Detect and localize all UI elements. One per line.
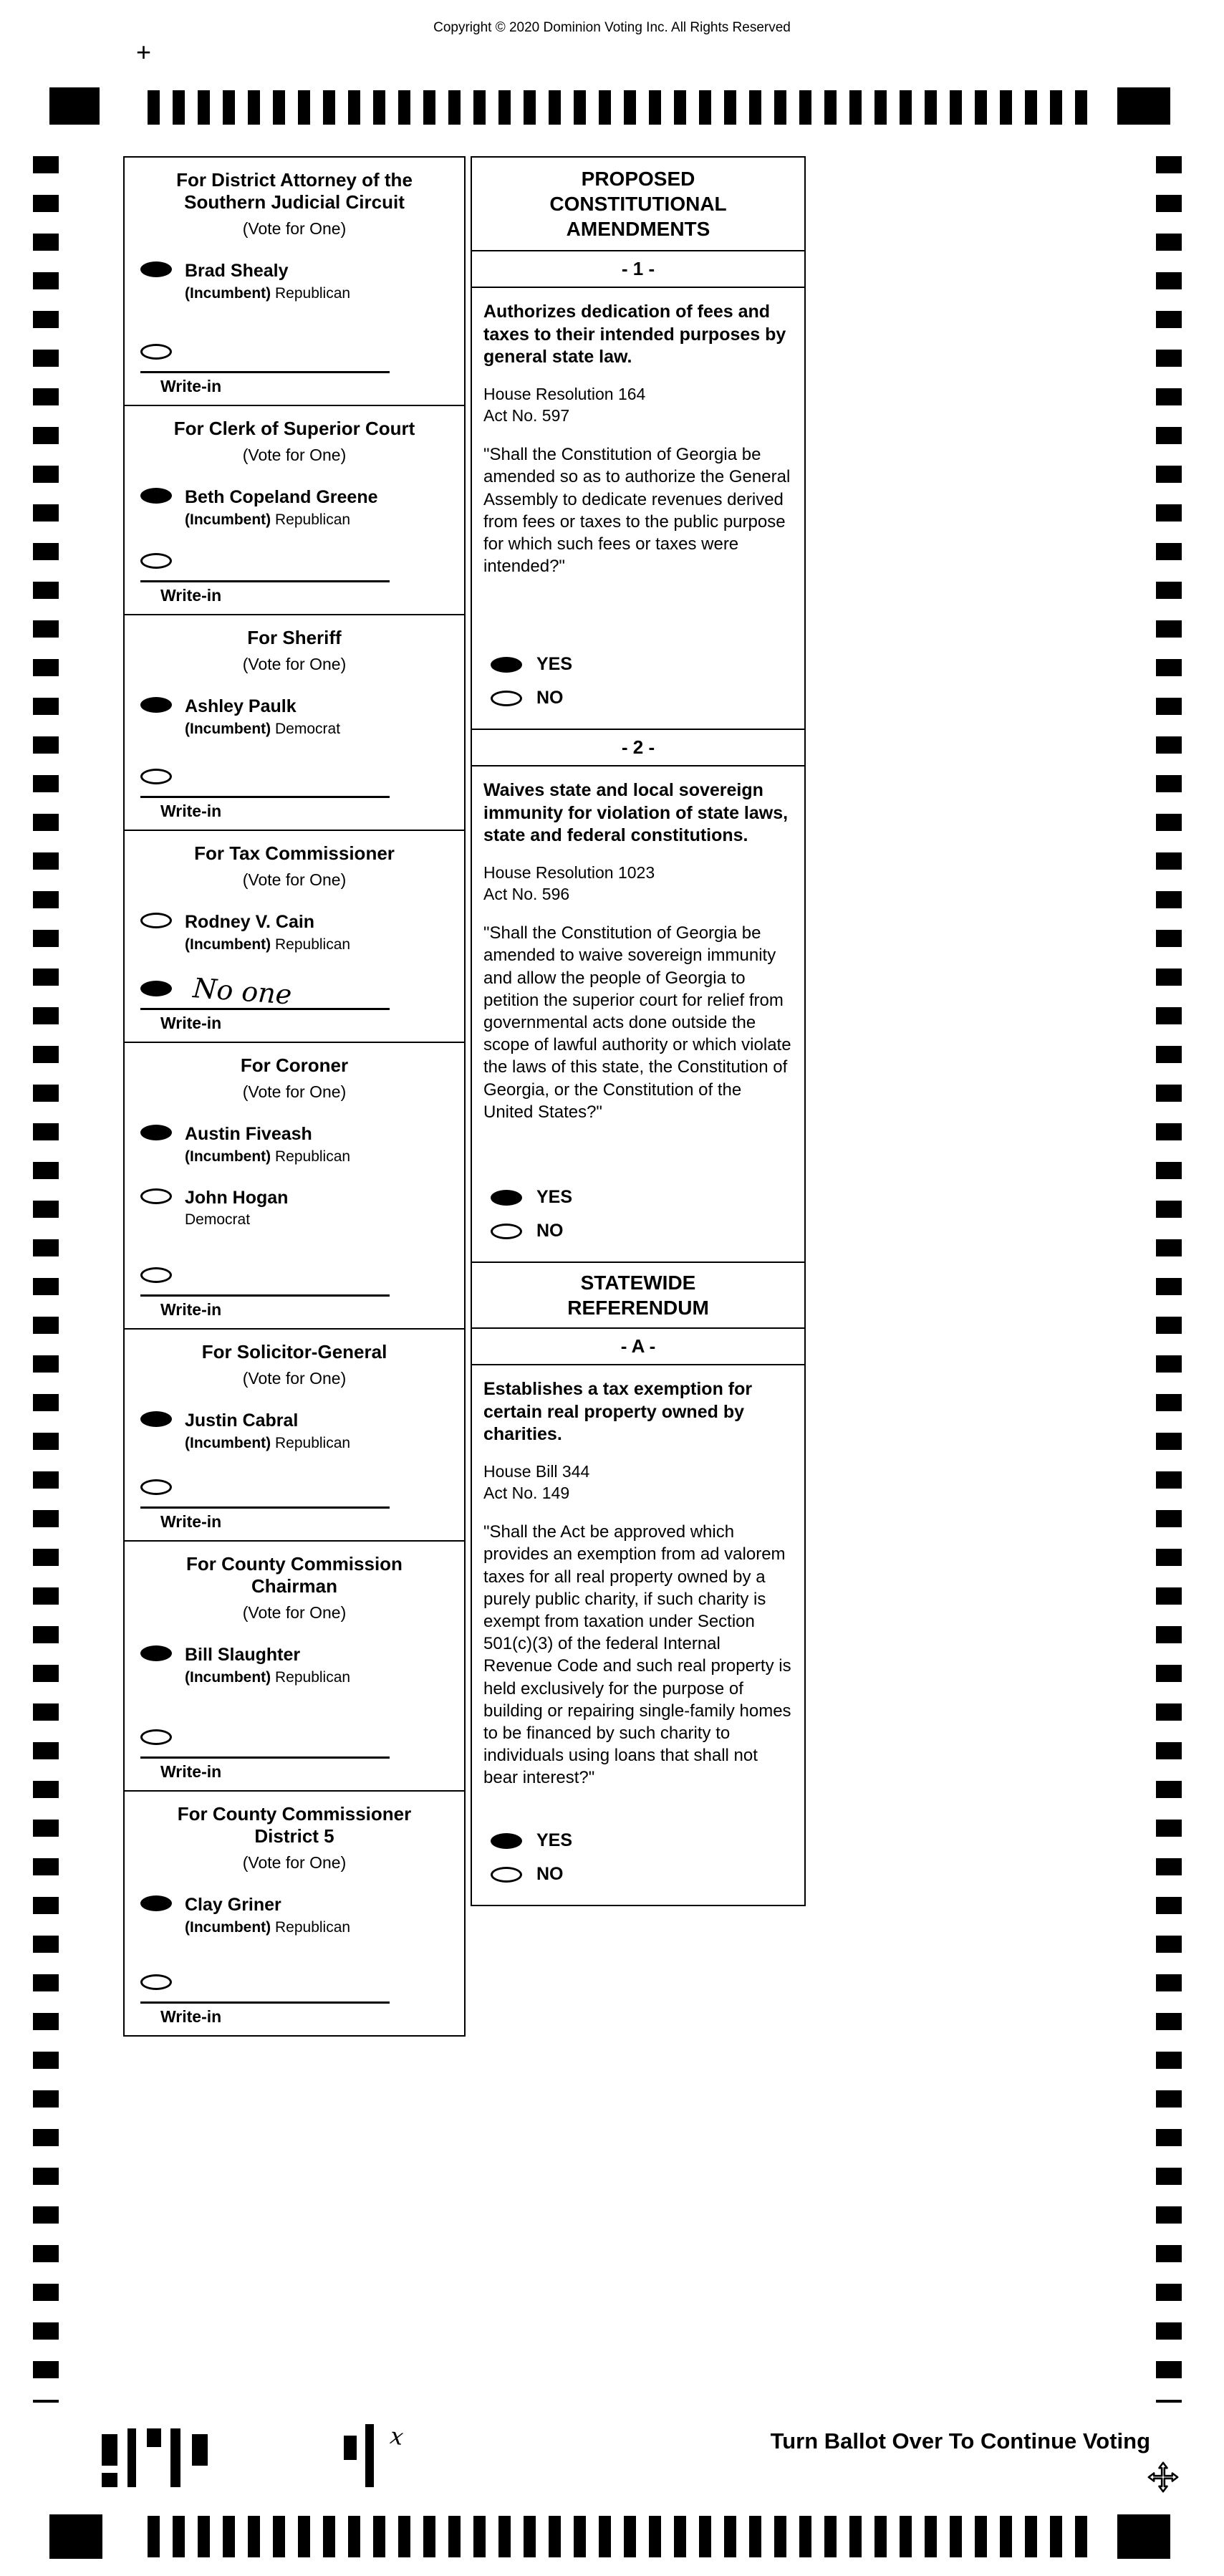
contest-coroner (123, 1042, 466, 1330)
write-in-oval[interactable] (140, 344, 172, 360)
yes-label: YES (536, 654, 573, 674)
vote-oval[interactable] (140, 1645, 172, 1661)
measure-reference (483, 383, 793, 427)
contest-tax-commissioner (123, 830, 466, 1043)
write-in-line[interactable] (140, 371, 390, 373)
yes-label: YES (536, 1187, 573, 1207)
contest-title: For Sheriff (247, 627, 342, 648)
candidate-row (125, 1125, 464, 1166)
measure-2 (471, 729, 806, 1263)
yes-choice (491, 654, 793, 675)
no-label: NO (536, 1864, 564, 1884)
measure-1 (471, 250, 806, 730)
vote-oval[interactable] (140, 261, 172, 277)
handwritten-text: No one (192, 972, 293, 1011)
candidate-detail (185, 1148, 350, 1166)
contest-county-commission-chairman (123, 1540, 466, 1792)
candidate-name: Clay Griner (185, 1895, 281, 1916)
candidate-detail (185, 1669, 350, 1686)
contest-solicitor-general (123, 1328, 466, 1542)
candidate-detail (185, 1435, 350, 1452)
candidate-qualifier: (Incumbent) (185, 1918, 271, 1936)
registration-plus-mark: + (136, 37, 152, 67)
measure-number: - 2 - (472, 730, 804, 766)
vote-instruction: (Vote for One) (242, 1853, 347, 1873)
write-in-oval[interactable] (140, 553, 172, 569)
vote-oval[interactable] (140, 1125, 172, 1140)
yes-choice (491, 1187, 793, 1208)
candidate-row (125, 913, 464, 953)
candidate-name: John Hogan (185, 1187, 289, 1208)
candidate-name: Rodney V. Cain (185, 912, 315, 933)
timing-marks-top (148, 90, 1094, 125)
write-in-label: Write-in (160, 1014, 222, 1032)
candidate-detail (185, 1211, 288, 1229)
candidate-name: Brad Shealy (185, 261, 289, 282)
yes-oval[interactable] (491, 1833, 522, 1849)
measures-column (471, 156, 806, 1906)
no-choice (491, 1864, 793, 1885)
write-in-oval[interactable] (140, 769, 172, 784)
contest-title: For Clerk of Superior Court (173, 418, 415, 439)
candidate-party: Republican (275, 511, 351, 528)
measure-reference-line: House Bill 344 (483, 1461, 590, 1481)
yes-choice (491, 1830, 793, 1851)
contest-sheriff (123, 614, 466, 831)
write-in-label: Write-in (160, 377, 222, 395)
measure-a (471, 1327, 806, 1906)
candidate-name: Bill Slaughter (185, 1645, 301, 1666)
measure-number: - A - (472, 1329, 804, 1365)
vote-instruction: (Vote for One) (242, 219, 347, 239)
measure-reference-line: Act No. 596 (483, 884, 570, 903)
measure-summary: Authorizes dedication of fees and taxes to their intended purposes by general state law. (483, 302, 786, 367)
write-in-area (125, 1267, 464, 1328)
no-label: NO (536, 1221, 564, 1241)
vote-oval[interactable] (140, 697, 172, 713)
candidate-party: Democrat (275, 720, 341, 737)
vote-instruction: (Vote for One) (242, 1603, 347, 1623)
candidate-qualifier: (Incumbent) (185, 720, 271, 737)
vote-instruction: (Vote for One) (242, 655, 347, 674)
vote-oval[interactable] (140, 1188, 172, 1204)
candidate-detail (185, 285, 350, 302)
measure-summary: Waives state and local sovereign immunity for violation of state laws, state and federal constitutions. (483, 780, 789, 845)
candidate-row (125, 697, 464, 738)
write-in-oval[interactable] (140, 1479, 172, 1495)
choices (483, 1174, 793, 1241)
candidate-party: Republican (275, 1668, 351, 1686)
measure-number: - 1 - (472, 251, 804, 288)
contest-title: For District Attorney of the Southern Judicial Circuit (176, 169, 413, 213)
write-in-area (125, 1479, 464, 1540)
yes-label: YES (536, 1830, 573, 1850)
vote-instruction: (Vote for One) (242, 446, 347, 465)
candidate-qualifier: (Incumbent) (185, 936, 271, 953)
candidate-party: Republican (275, 936, 351, 953)
write-in-area (125, 769, 464, 830)
vote-instruction: (Vote for One) (242, 870, 347, 890)
referendum-header (471, 1261, 806, 1329)
write-in-line[interactable] (140, 796, 390, 798)
yes-oval[interactable] (491, 657, 522, 673)
no-choice (491, 688, 793, 708)
handwritten-x-mark: x (388, 2421, 405, 2451)
write-in-label: Write-in (160, 1762, 222, 1781)
candidate-party: Republican (275, 1434, 351, 1451)
measure-question: "Shall the Constitution of Georgia be amended so as to authorize the General Assembly to dedicate revenues derived from fees or taxes to the public purpose for which such fees or taxes were intended?" (483, 445, 791, 577)
vote-oval[interactable] (140, 488, 172, 504)
measure-reference (483, 862, 793, 905)
contest-title: For Tax Commissioner (194, 842, 395, 864)
candidate-qualifier: (Incumbent) (185, 1668, 271, 1686)
timing-marks-left (33, 156, 59, 2403)
write-in-line[interactable] (140, 1506, 390, 1509)
contest-title: For Solicitor-General (201, 1341, 387, 1363)
no-oval[interactable] (491, 1224, 522, 1239)
measure-reference-line: Act No. 597 (483, 405, 570, 425)
candidate-party: Republican (275, 1918, 351, 1936)
timing-marks-bottom (148, 2516, 1087, 2557)
no-label: NO (536, 688, 564, 708)
corner-block-bottom-right (1117, 2514, 1170, 2559)
candidate-row (125, 261, 464, 302)
four-way-arrow-icon (1147, 2461, 1179, 2493)
no-oval[interactable] (491, 691, 522, 706)
candidate-name: Ashley Paulk (185, 696, 297, 717)
measure-reference-line: House Resolution 1023 (483, 862, 655, 882)
measure-reference-line: Act No. 149 (483, 1483, 570, 1502)
candidate-party: Republican (275, 1148, 351, 1165)
no-oval[interactable] (491, 1867, 522, 1883)
candidate-name: Beth Copeland Greene (185, 487, 378, 508)
candidate-name: Justin Cabral (185, 1410, 299, 1431)
contests-column (123, 156, 466, 2037)
contest-county-commissioner-district-5 (123, 1790, 466, 2037)
candidate-row (125, 1188, 464, 1229)
candidate-party: Democrat (185, 1211, 251, 1229)
candidate-qualifier: (Incumbent) (185, 284, 271, 302)
contest-title: For County Commission Chairman (186, 1553, 403, 1597)
measure-question: "Shall the Act be approved which provides an exemption from ad valorem taxes for all real property owned by a purely public charity, if such charity is exempt from taxation under Section 501(c)(3) of the federal Internal Revenue Code and such real property is held exclusively for the purpose of building or repairing single-family homes to be financed by such charity to individuals using loans that shall not bear interest?" (483, 1522, 791, 1788)
vote-instruction: (Vote for One) (242, 1082, 347, 1102)
write-in-oval[interactable] (140, 981, 172, 996)
candidate-party: Republican (275, 284, 351, 302)
no-choice (491, 1221, 793, 1241)
candidate-qualifier: (Incumbent) (185, 1148, 271, 1165)
corner-block-top-right (1117, 87, 1170, 125)
candidate-detail (185, 1919, 350, 1936)
turn-ballot-over-text: Turn Ballot Over To Continue Voting (770, 2428, 1150, 2454)
candidate-row (125, 1645, 464, 1686)
candidate-detail (185, 936, 350, 953)
timing-marks-right (1156, 156, 1182, 2403)
write-in-label: Write-in (160, 1512, 222, 1531)
corner-block-bottom-left (49, 2514, 102, 2559)
contest-district-attorney (123, 156, 466, 406)
write-in-area (125, 553, 464, 614)
candidate-qualifier: (Incumbent) (185, 1434, 271, 1451)
candidate-qualifier: (Incumbent) (185, 511, 271, 528)
vote-instruction: (Vote for One) (242, 1369, 347, 1388)
write-in-area (125, 344, 464, 405)
candidate-name: Austin Fiveash (185, 1124, 312, 1145)
contest-title: For County Commissioner District 5 (177, 1803, 412, 1847)
vote-oval[interactable] (140, 913, 172, 928)
write-in-oval[interactable] (140, 1974, 172, 1990)
write-in-line[interactable] (140, 2001, 390, 2004)
write-in-line[interactable] (140, 1294, 390, 1297)
measure-reference (483, 1461, 793, 1504)
measure-reference-line: House Resolution 164 (483, 384, 646, 403)
measure-question: "Shall the Constitution of Georgia be amended to waive sovereign immunity and allow the people of Georgia to petition the superior court for relief from governmental acts done outside the scope of lawful authority or which violate the laws of this state, the Constitution of Georgia, or the Constitution of the United States?" (483, 923, 791, 1122)
vote-oval[interactable] (140, 1411, 172, 1427)
write-in-area (125, 972, 464, 1042)
referendum-header-text: STATEWIDE REFERENDUM (567, 1272, 709, 1319)
write-in-area (125, 1729, 464, 1790)
write-in-area (125, 1974, 464, 2035)
candidate-row (125, 1895, 464, 1936)
write-in-oval[interactable] (140, 1729, 172, 1745)
write-in-oval[interactable] (140, 1267, 172, 1283)
copyright-notice: Copyright © 2020 Dominion Voting Inc. All Rights Reserved (433, 20, 791, 35)
measure-summary: Establishes a tax exemption for certain real property owned by charities. (483, 1379, 753, 1444)
candidate-detail (185, 721, 340, 738)
write-in-label: Write-in (160, 1300, 222, 1319)
vote-oval[interactable] (140, 1895, 172, 1911)
write-in-line[interactable] (140, 580, 390, 582)
candidate-row (125, 1411, 464, 1452)
candidate-detail (185, 511, 378, 529)
write-in-label: Write-in (160, 2007, 222, 2026)
write-in-line[interactable] (140, 1756, 390, 1759)
choices (483, 1817, 793, 1885)
yes-oval[interactable] (491, 1190, 522, 1206)
contest-clerk-superior-court (123, 405, 466, 615)
write-in-label: Write-in (160, 802, 222, 820)
amendments-header (471, 156, 806, 251)
choices (483, 641, 793, 708)
contest-title: For Coroner (240, 1054, 349, 1076)
write-in-label: Write-in (160, 586, 222, 605)
amendments-header-text: PROPOSED CONSTITUTIONAL AMENDMENTS (549, 168, 727, 240)
corner-block-top-left (49, 87, 100, 125)
candidate-row (125, 488, 464, 529)
